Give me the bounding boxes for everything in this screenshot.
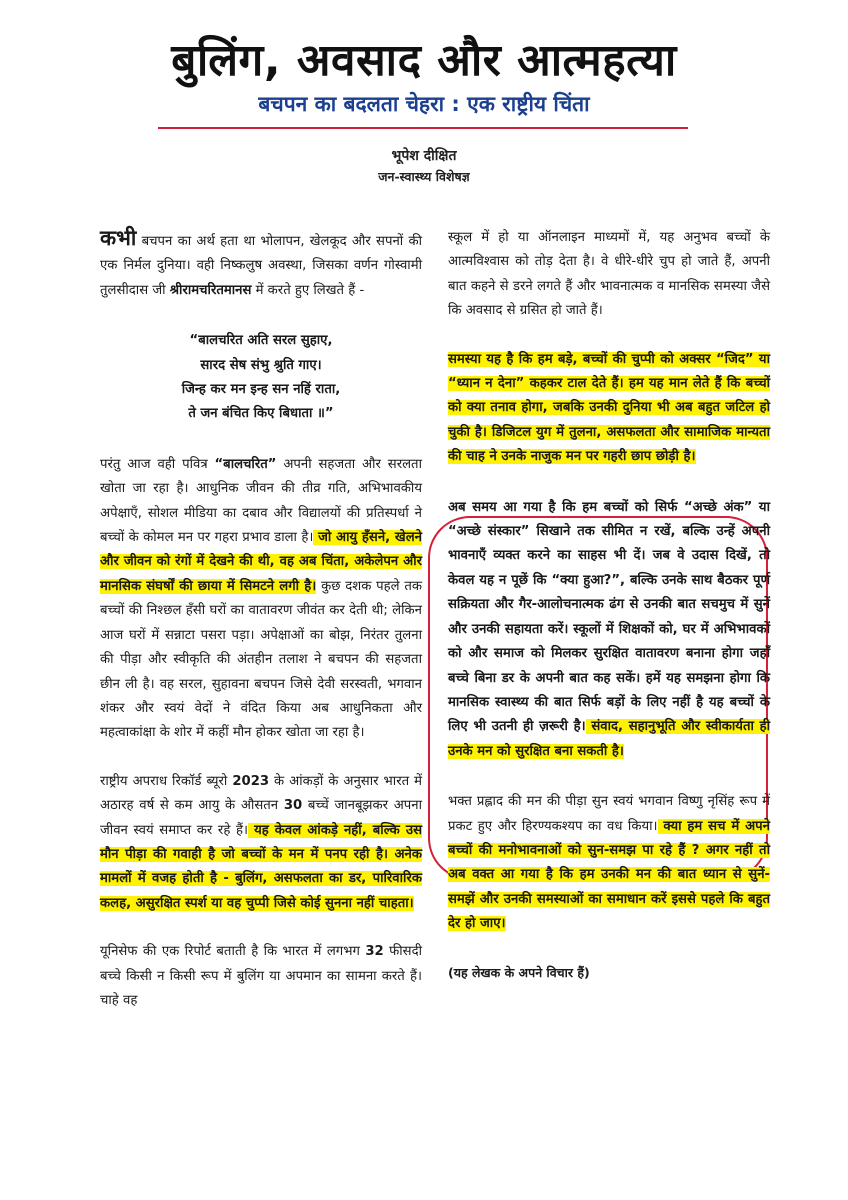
author-name: भूपेश दीक्षित (391, 148, 457, 164)
body-paragraph: राष्ट्रीय अपराध रिकॉर्ड ब्यूरो 2023 के आंकड़ों के अनुसार भारत में अठारह वर्ष से कम आयु के औसतन 30 बच्चें जानबूझकर अपना जीवन स्वयं समाप्त कर रहे हैं। यह केवल आंकड़े नहीं, बल्कि उस मौन पीड़ा की गवाही है जो बच्चों के मन में पनप रही है। अनेक मामलों में वजह होती है - बुलिंग, असफलता का डर, पारिवारिक कलह, असुरक्षित स्पर्श या वह चुप्पी जिसे कोई सुनना नहीं चाहता। (100, 773, 422, 911)
poem-line: जिन्ह कर मन इन्ह सन नहिं राता, (181, 382, 341, 398)
highlighted-text: समस्या यह है कि हम बड़े, बच्चों की चुप्पी को अक्सर “जिद” या “ध्यान न देना” कहकर टाल देते हैं। हम यह मान लेते हैं कि बच्चों को क्या तनाव होगा, जबकि उनकी दुनिया भी अब बहुत जटिल हो चुकी है। डिजिटल युग में तुलना, असफलता और सामाजिक मान्यता की चाह ने उनके नाजुक मन पर गहरी छाप छोड़ी है। (448, 351, 770, 465)
highlighted-text: जो आयु हँसने, खेलने और जीवन को रंगों में देखने की थी, वह अब चिंता, अकेलेपन और मानसिक संघर्षों की छाया में सिमटने लगी है। (100, 530, 422, 594)
article-subtitle: बचपन का बदलता चेहरा : एक राष्ट्रीय चिंता (258, 92, 590, 116)
body-paragraph: परंतु आज वही पवित्र “बालचरित” अपनी सहजता और सरलता खोता जा रहा है। आधुनिक जीवन की तीव्र गति, अभिभावकीय अपेक्षाएँ, सोशल मीडिया का दबाव और विद्यालयों की प्रतिस्पर्धा ने बच्चों के कोमल मन पर गहरा प्रभाव डाला है। जो आयु हँसने, खेलने और जीवन को रंगों में देखने की थी, वह अब चिंता, अकेलेपन और मानसिक संघर्षों की छाया में सिमटने लगी है। कुछ दशक पहले तक बच्चों की निश्छल हँसी घरों का वातावरण जीवंत कर देती थी; लेकिन आज घरों में सन्नाटा पसरा पड़ा। अपेक्षाओं का बोझ, निरंतर तुलना की पीड़ा और स्वीकृति की अंतहीन तलाश ने बचपन की सहजता छीन ली है। वह सरल, सुहावना बचपन जिसे देवी सरस्वती, भगवान शंकर और स्वयं वेदों ने वंदित किया अब आधुनिकता और महत्वाकांक्षा के शोर में कहीं मौन होकर खोता जा रहा है। (100, 456, 422, 741)
intro-paragraph: कभी बचपन का अर्थ हता था भोलापन, खेलकूद और सपनों की एक निर्मल दुनिया। वही निष्कलुष अवस्था, जिसका वर्णन गोस्वामी तुलसीदास जी श्रीरामचरितमानस में करते हुए लिखते हैं - (100, 226, 422, 298)
left-column (100, 226, 422, 1013)
highlighted-text: क्या हम सच में अपने बच्चों की मनोभावनाओं को सुन-समझ पा रहे हैं ? अगर नहीं तो अब वक्त आ गया है कि हम उनकी मन की बात ध्यान से सुनें-समझें और उनकी समस्याओं का समाधान करें इससे पहले कि बहुत देर हो जाए। (448, 818, 770, 932)
article-title: बुलिंग, अवसाद और आत्महत्या (171, 35, 677, 86)
body-paragraph: भक्त प्रह्लाद की मन की पीड़ा सुन स्वयं भगवान विष्णु नृसिंह रूप में प्रकट हुए और हिरण्यकश्यप का वध किया। क्या हम सच में अपने बच्चों की मनोभावनाओं को सुन-समझ पा रहे हैं ? अगर नहीं तो अब वक्त आ गया है कि हम उनकी मन की बात ध्यान से सुनें-समझें और उनकी समस्याओं का समाधान करें इससे पहले कि बहुत देर हो जाए। (448, 794, 770, 932)
poem-line: “बालचरित अति सरल सुहाए, (189, 333, 333, 349)
highlighted-text: संवाद, सहानुभूति और स्वीकार्यता ही उनके मन को सुरक्षित बना सकती है। (448, 719, 771, 759)
intro-drop-word: कभी (100, 226, 137, 250)
circled-callout-paragraph: अब समय आ गया है कि हम बच्चों को सिर्फ “अच्छे अंक” या “अच्छे संस्कार” सिखाने तक सीमित न रखें, बल्कि उन्हें अपनी भावनाएँ व्यक्त करने का साहस भी दें। जब वे उदास दिखें, तो केवल यह न पूछें कि “क्या हुआ?”, बल्कि उनके साथ बैठकर पूर्ण सक्रियता और गैर-आलोचनात्मक ढंग से उनकी बात सचमुच में सुनें और उनकी सहायता करें। स्कूलों में शिक्षकों को, घर में अभिभावकों को और समाज को मिलकर सुरक्षित वातावरण बनाना होगा जहाँ बच्चे बिना डर के अपनी बात कह सकें। हमें यह समझना होगा कि मानसिक स्वास्थ्य की बात सिर्फ बड़ों के लिए नहीं है यह बच्चों के लिए भी उतनी ही ज़रूरी है। संवाद, सहानुभूति और स्वीकार्यता ही उनके मन को सुरक्षित बना सकती है। (448, 499, 771, 759)
divider-rule (158, 127, 688, 129)
body-paragraph: स्कूल में हो या ऑनलाइन माध्यमों में, यह अनुभव बच्चों के आत्मविश्वास को तोड़ देता है। वे धीरे-धीरे चुप हो जाते हैं, अपनी बात कहने से डरने लगते हैं और भावनात्मक व मानसिक समस्या जैसे कि अवसाद से ग्रसित हो जाते हैं। (448, 230, 770, 319)
right-column (448, 226, 770, 985)
author-role: जन-स्वास्थ्य विशेषज्ञ (378, 169, 470, 184)
highlighted-text: यह केवल आंकड़े नहीं, बल्कि उस मौन पीड़ा की गवाही है जो बच्चों के मन में पनप रही है। अनेक मामलों में वजह होती है - बुलिंग, असफलता का डर, पारिवारिक कलह, असुरक्षित स्पर्श या वह चुप्पी जिसे कोई सुनना नहीं चाहता। (100, 822, 422, 911)
body-paragraph: यूनिसेफ की एक रिपोर्ट बताती है कि भारत में लगभग 32 फीसदी बच्चे किसी न किसी रूप में बुलिंग या अपमान का सामना करते हैं। चाहे वह (100, 944, 422, 1008)
author-note: (यह लेखक के अपने विचार हैं) (448, 964, 590, 980)
highlighted-paragraph (448, 348, 770, 470)
poem-line: सारद सेष संभु श्रुति गाए। (200, 357, 322, 373)
poem-line: ते जन बंचित किए बिधाता ॥” (188, 406, 334, 422)
